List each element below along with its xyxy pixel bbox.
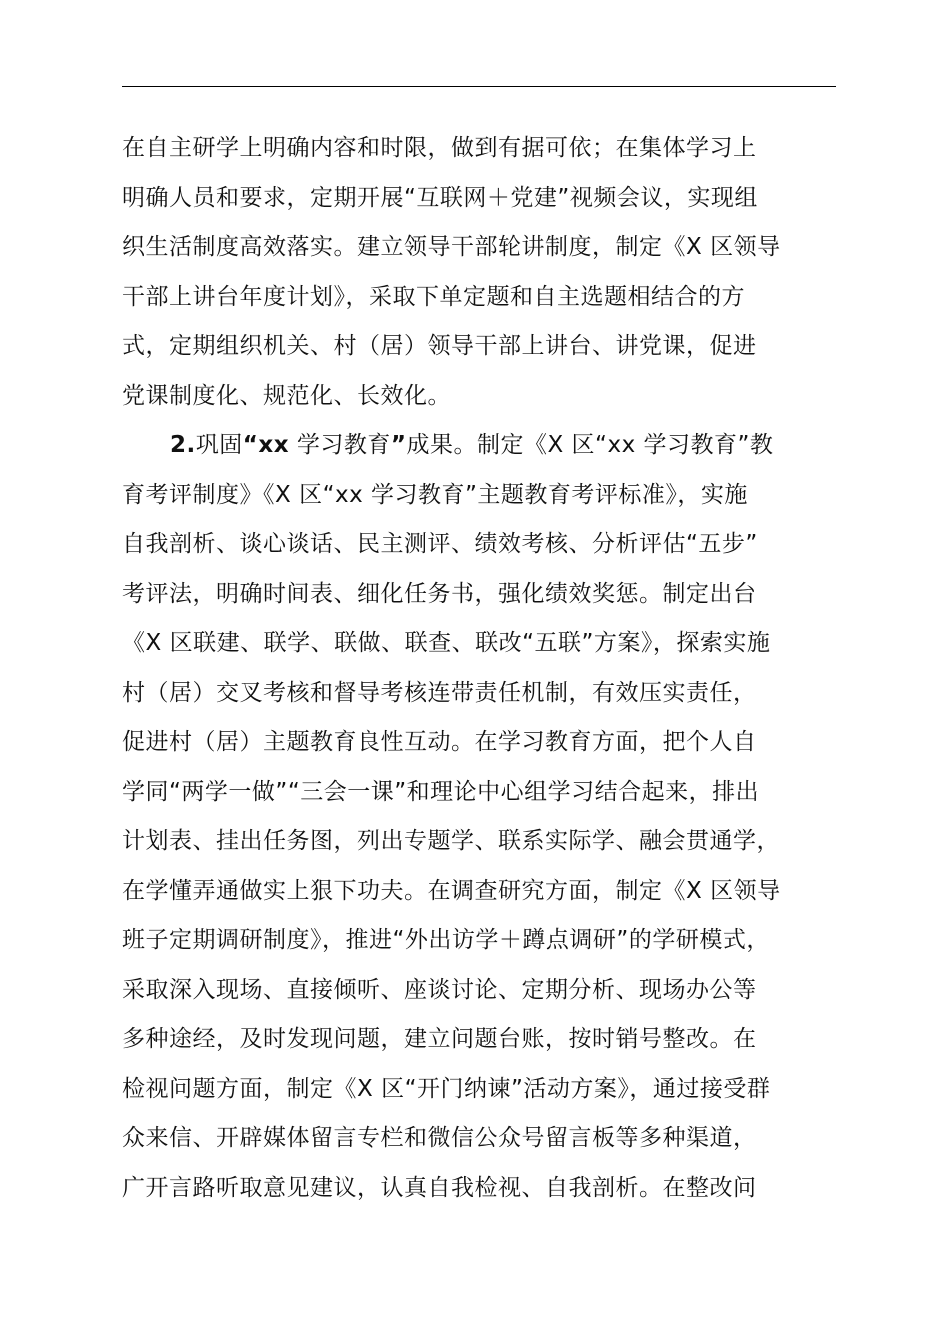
text-line: 众来信、开辟媒体留言专栏和微信公众号留言板等多种渠道， bbox=[122, 1125, 757, 1151]
header-rule bbox=[122, 86, 836, 87]
heading-text: 巩固 bbox=[195, 432, 243, 458]
text-line: 《X 区联建、联学、联做、联查、联改“五联”方案》，探索实施 bbox=[122, 630, 771, 656]
text-line: 考评法，明确时间表、细化任务书，强化绩效奖惩。制定出台 bbox=[122, 580, 757, 607]
text-line: 促进村（居）主题教育良性互动。在学习教育方面，把个人自 bbox=[122, 729, 757, 755]
text-line: 广开言路听取意见建议，认真自我检视、自我剖析。在整改问 bbox=[122, 1174, 757, 1201]
text-line: 自我剖析、谈心谈话、民主测评、绩效考核、分析评估“五步” bbox=[122, 531, 758, 557]
text-line: 多种途经，及时发现问题，建立问题台账，按时销号整改。在 bbox=[122, 1026, 757, 1052]
text-line: 计划表、挂出任务图，列出专题学、联系实际学、融会贯通学， bbox=[122, 828, 780, 854]
text-line: 采取深入现场、直接倾听、座谈讨论、定期分析、现场办公等 bbox=[122, 976, 757, 1003]
section-number: 2. bbox=[170, 432, 196, 458]
text-line: 检视问题方面，制定《X 区“开门纳谏”活动方案》，通过接受群 bbox=[122, 1075, 771, 1102]
first-line-rest: 成果。制定《X 区“xx 学习教育”教 bbox=[406, 432, 774, 458]
text-line: 党课制度化、规范化、长效化。 bbox=[122, 382, 451, 409]
text-line: 育考评制度》《X 区“xx 学习教育”主题教育考评标准》，实施 bbox=[122, 481, 748, 508]
heading-quote-close: ” bbox=[390, 432, 407, 458]
paragraph-1 bbox=[122, 124, 838, 421]
document-body bbox=[122, 124, 838, 1213]
text-line: 村（居）交叉考核和督导考核连带责任机制，有效压实责任， bbox=[122, 679, 757, 706]
text-line: 式，定期组织机关、村（居）领导干部上讲台、讲党课，促进 bbox=[122, 333, 757, 359]
text-line: 明确人员和要求，定期开展“互联网＋党建”视频会议，实现组 bbox=[122, 184, 758, 211]
text-line: 在学懂弄通做实上狠下功夫。在调查研究方面，制定《X 区领导 bbox=[122, 877, 781, 904]
text-line: 织生活制度高效落实。建立领导干部轮讲制度，制定《X 区领导 bbox=[122, 234, 781, 260]
text-line: 在自主研学上明确内容和时限，做到有据可依；在集体学习上 bbox=[122, 135, 757, 161]
text-line: 干部上讲台年度计划》，采取下单定题和自主选题相结合的方 bbox=[122, 283, 745, 310]
paragraph-2-first-line bbox=[122, 421, 838, 471]
text-line: 学同“两学一做”“三会一课”和理论中心组学习结合起来，排出 bbox=[122, 778, 760, 805]
heading-quote-open: “xx bbox=[242, 432, 290, 458]
heading-text: 学习教育 bbox=[289, 432, 391, 458]
paragraph-2 bbox=[122, 421, 838, 1213]
text-line: 班子定期调研制度》，推进“外出访学＋蹲点调研”的学研模式， bbox=[122, 927, 770, 953]
